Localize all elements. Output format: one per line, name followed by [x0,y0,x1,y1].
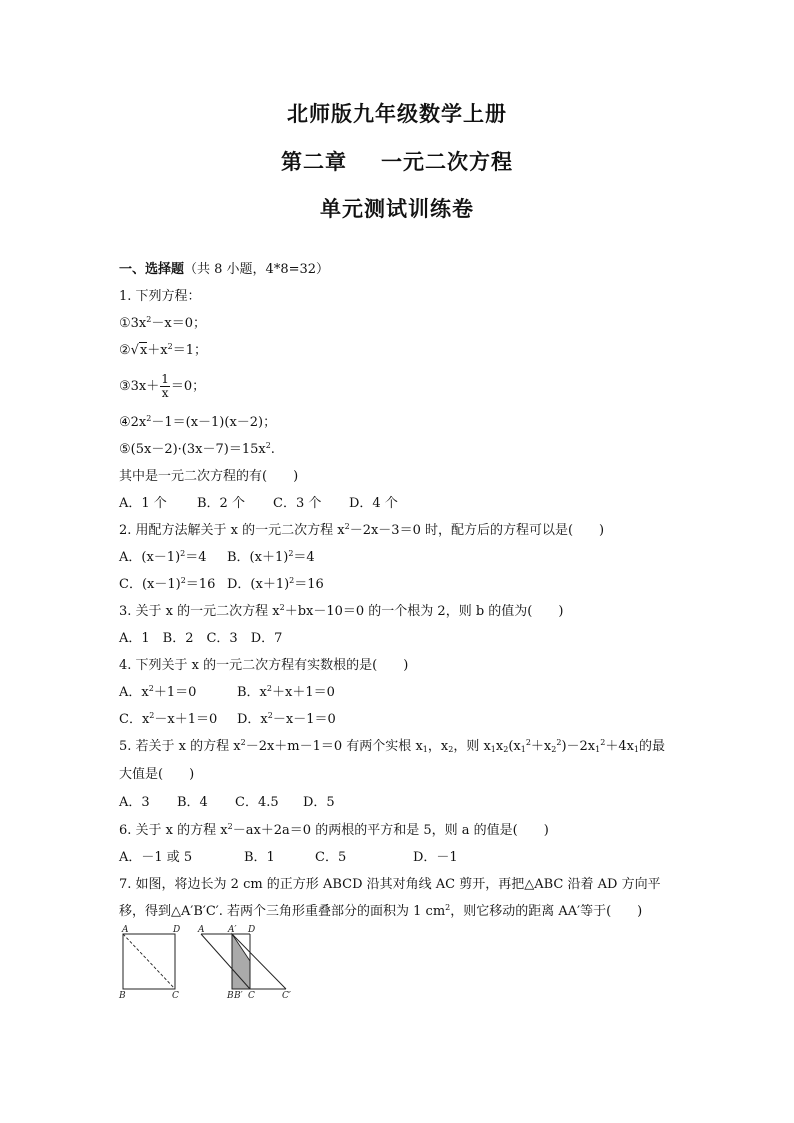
q2-option-a[interactable]: A．$(x-1)^2=4$ [119,549,207,565]
label-c-prime: C′ [282,991,291,1001]
q7-stem-cont: 移，得到△A′B′C′. 若两个三角形重叠部分的面积为 1 $cm^2$，则它移动的距离 AA′等于( ) [119,903,643,919]
diagonal-ac [123,934,175,989]
document-title: 北师版九年级数学上册 [287,101,507,126]
q1-equation-2: $②√x+x^2=1$； [119,342,208,358]
q4-option-c[interactable]: C．$x^2-x+1=0$ [119,711,218,727]
q4-options-row1 [119,684,335,702]
section-note: （共 8 小题，4*8=32） [184,262,330,277]
q6-option-d[interactable]: D．－1 [413,850,458,865]
q1-equation-3: ③3x＋ $\frac{1}{x}$ ＝0； [119,372,206,400]
q4-options-row2 [119,711,336,729]
q4-option-a[interactable]: A．$x^2+1=0$ [119,684,197,700]
q5-stem: 5. 若关于 x 的方程 $x^2-2x+m-1=0$ 有两个实根 $x_1$，$x_2$，则 $x_1x_2(x_1^2+x_2^2)-2x_1^2+4x_1$的最 [119,738,666,754]
q6-option-c[interactable]: C．5 [315,850,347,865]
q7-stem: 7. 如图，将边长为 2 cm 的正方形 ABCD 沿其对角线 AC 剪开，再把△ABC 沿着 AD 方向平 [119,877,661,892]
q4-option-b[interactable]: B．$x^2+x+1=0$ [237,684,335,700]
label-c-2: C [248,991,255,1001]
q2-option-c[interactable]: C．$(x-1)^2=16$ [119,576,216,592]
square-figure [118,925,180,1001]
q5-option-c[interactable]: C．4.5 [235,795,279,810]
q2-options-row2 [119,576,324,594]
section-heading [119,261,329,279]
test-title: 单元测试训练卷 [320,196,474,221]
q2-option-b[interactable]: B．$(x+1)^2=4$ [227,549,315,565]
q1-equation-5: $⑤(5x-2)\cdot(3x-7)=15x^2$. [119,441,275,457]
translation-figure [197,925,291,1001]
label-c: C [172,991,179,1001]
fraction: $\frac{1}{x}$ [161,372,169,400]
radicand: x [139,343,148,358]
chapter-name: 一元二次方程 [381,149,513,174]
q3-options[interactable]: A．1 B．2 C．3 D．7 [119,631,283,646]
q4-option-d[interactable]: D．$x^2-x-1=0$ [237,711,336,727]
q1-option-d[interactable]: D．4 个 [349,496,398,511]
q3-stem: 3. 关于 x 的一元二次方程 $x^2+bx-10=0$ 的一个根为 2，则 b 的值为( ) [119,603,564,619]
label-b: B [119,991,126,1001]
q5-option-a[interactable]: A．3 [119,795,150,810]
label-a-2: A [198,925,205,935]
q4-stem: 4. 下列关于 x 的一元二次方程有实数根的是( ) [119,658,409,673]
q1-option-c[interactable]: C．3 个 [273,496,322,511]
q1-equation-1: $①3x^2-x=0$； [119,315,206,331]
q1-option-b[interactable]: B．2 个 [197,496,245,511]
q5-stem-cont: 大值是( ) [119,767,195,782]
label-d-2: D [248,925,256,935]
q6-options [119,849,458,867]
q2-option-d[interactable]: D．$(x+1)^2=16$ [227,576,324,592]
q5-options [119,794,335,812]
section-name: 一、选择题 [119,262,185,277]
q1-equation-4: $④2x^2-1=(x-1)(x-2)$； [119,414,277,430]
q1-option-a[interactable]: A．1 个 [119,496,167,511]
q2-stem: 2. 用配方法解关于 x 的一元二次方程 $x^2-2x-3=0$ 时，配方后的方程可以是( ) [119,522,605,538]
q1-ask: 其中是一元二次方程的有( ) [119,469,299,484]
q2-options-row1 [119,549,315,567]
q6-option-a[interactable]: A．－1 或 5 [119,850,193,865]
q5-option-d[interactable]: D．5 [303,795,335,810]
label-d: D [173,925,181,935]
chapter-number: 第二章 [281,149,347,174]
q5-option-b[interactable]: B．4 [177,795,208,810]
q6-stem: 6. 关于 x 的方程 $x^2-ax+2a=0$ 的两根的平方和是 5，则 a 的值是( ) [119,822,549,838]
label-b-prime: B′ [234,991,243,1001]
q7-figure [114,925,414,1005]
label-a-prime: A′ [228,925,237,935]
label-a: A [122,925,129,935]
q6-option-b[interactable]: B．1 [244,850,275,865]
overlap-region [232,934,250,989]
q1-stem: 1. 下列方程： [119,289,201,304]
label-b-2: B [227,991,234,1001]
q1-options [119,495,398,513]
chapter-title [0,146,794,176]
